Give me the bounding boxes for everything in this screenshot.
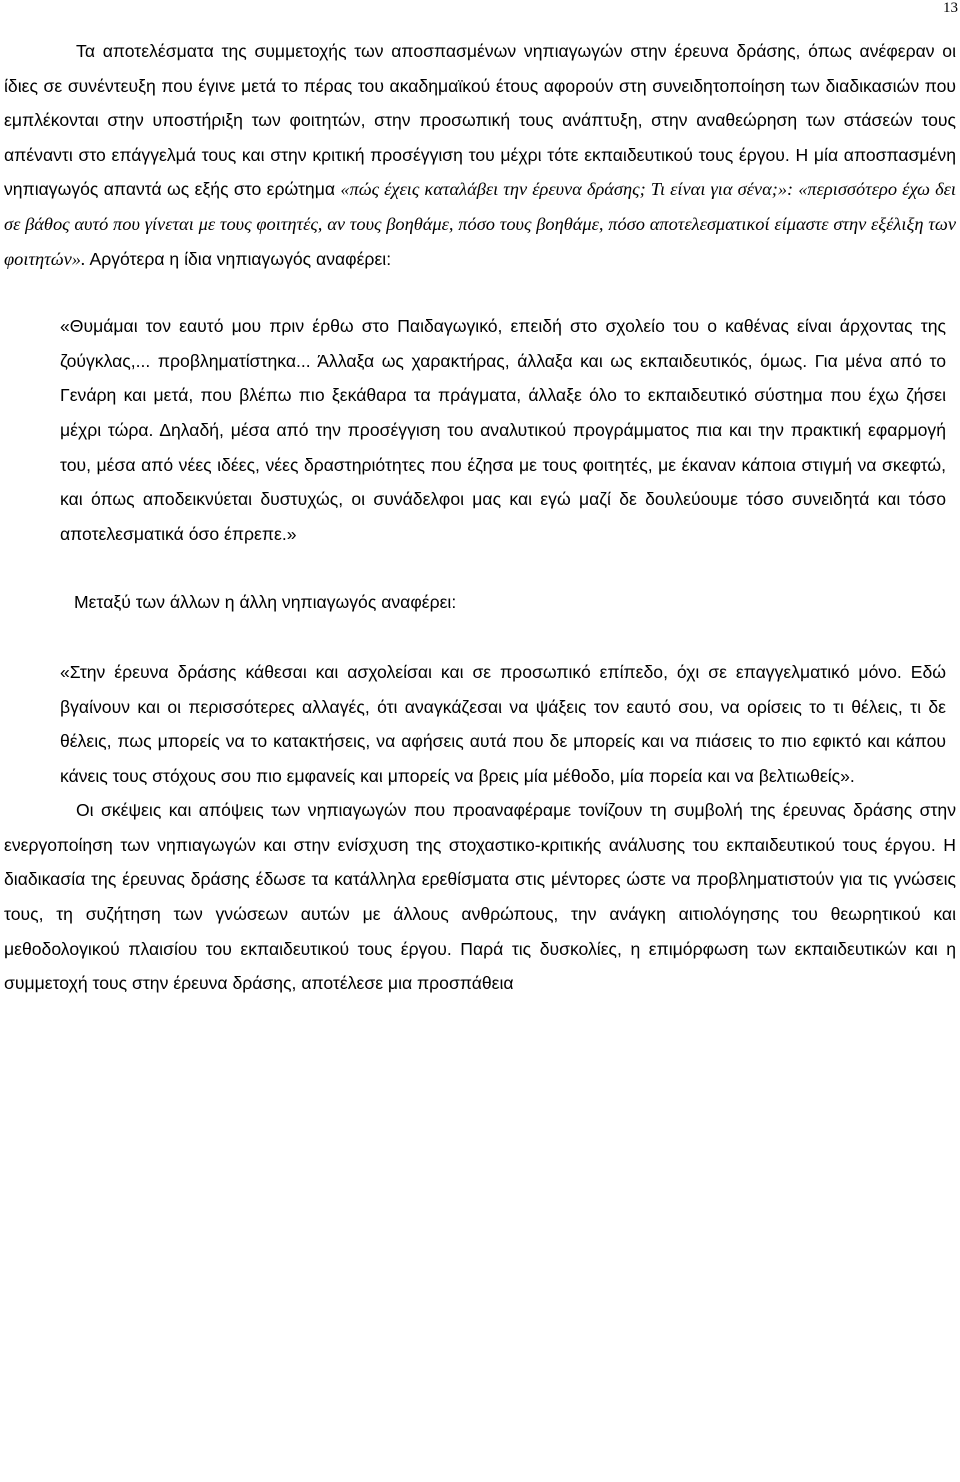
quote-second-teacher: «Στην έρευνα δράσης κάθεσαι και ασχολείσαι και σε προσωπικό επίπεδο, όχι σε επαγγελματικό μόνο. Εδώ βγαίνουν και οι περισσότερες αλλαγές, ότι αναγκάζεσαι να ψάξεις τον εαυτό σου, να ορίσεις το τι θέλεις, τι δε θέλεις, πως μπορείς να το κατακτήσεις, να αφήσεις αυτά που δε μπορείς και να πιάσεις το πιο εφικτό και κάπου κάνεις τους στόχους σου πιο εμφανείς και μπορείς να βρεις μία μέθοδο, μία πορεία και να βελτιωθείς». bbox=[60, 661, 946, 786]
document-body bbox=[4, 34, 956, 1001]
paragraph-results bbox=[4, 34, 956, 276]
paragraph-text: Τα αποτελέσματα της συμμετοχής των αποσπασμένων νηπιαγωγών στην έρευνα δράσης, όπως ανέφεραν οι ίδιες σε συνέντευξη που έγινε μετά το πέρας του ακαδημαϊκού έτους αφορούν στη συνειδητοποίηση των διαδικασιών που εμπλέκονται στην υποστήριξη των φοιτητών, στην προσωπική τους ανάπτυξη, στην αναθεώρηση των στάσεών τους απέναντι στο επάγγελμά τους και στην κριτική προσέγγιση του μέχρι τότε εκπαιδευτικού τους έργου. Η μία αποσπασμένη νηπιαγωγός απαντά ως εξής στο ερώτημα bbox=[4, 41, 956, 200]
interview-question-quote: «πώς έχεις καταλάβει την έρευνα δράσης; Τι είναι για σένα;»: «περισσότερο έχω δει σε βάθος αυτό που γίνεται με τους φοιτητές, αν τους βοηθάμε, πόσο τους βοηθάμε, πόσο αποτελεσματικοί είμαστε στην εξέλιξη των φοιτητών». bbox=[4, 179, 956, 269]
quote-first-teacher: «Θυμάμαι τον εαυτό μου πριν έρθω στο Παιδαγωγικό, επειδή στο σχολείο του ο καθένας είναι άρχοντας της ζούγκλας,... προβληματίστηκα... Άλλαξα ως χαρακτήρας, άλλαξα και ως εκπαιδευτικός, όμως. Για μένα από το Γενάρη και μετά, που βλέπω πιο ξεκάθαρα τα πράγματα, άλλαξε όλο το εκπαιδευτικό σύστημα που έχω ζήσει μέχρι τώρα. Δηλαδή, μέσα από την προσέγγιση του αναλυτικού προγράμματος πια και την πρακτική εφαρμογή του, μέσα από νέες ιδέες, νέες δραστηριότητες που έζησα με τους φοιτητές, με έκαναν κάποια στιγμή να σκεφτώ, και όπως αποδεικνύεται δυστυχώς, οι συνάδελφοι μας και εγώ μαζί δε δουλεύουμε τόσο συνειδητά και τόσο αποτελεσματικά όσο έπρεπε.» bbox=[60, 316, 946, 544]
page-number: 13 bbox=[943, 0, 958, 16]
paragraph-conclusion: Οι σκέψεις και απόψεις των νηπιαγωγών που προαναφέραμε τονίζουν τη συμβολή της έρευνας δράσης στην ενεργοποίηση των νηπιαγωγών και στην ενίσχυση της στοχαστικο-κριτικής ανάλυσης του εκπαιδευτικού τους έργου. Η διαδικασία της έρευνας δράσης έδωσε τα κατάλληλα ερεθίσματα στις μέντορες ώστε να προβληματιστούν για τις γνώσεις τους, τη συζήτηση των γνώσεων αυτών με άλλους ανθρώπους, την ανάγκη αιτιολόγησης του θεωρητικού και μεθοδολογικού πλαισίου του εκπαιδευτικού τους έργου. Παρά τις δυσκολίες, η επιμόρφωση των εκπαιδευτικών και η συμμετοχή τους στην έρευνα δράσης, αποτέλεσε μια προσπάθεια bbox=[4, 800, 956, 994]
paragraph-text: Αργότερα η ίδια νηπιαγωγός αναφέρει: bbox=[85, 248, 392, 269]
paragraph-intro-second-teacher: Μεταξύ των άλλων η άλλη νηπιαγωγός αναφέρει: bbox=[74, 592, 457, 613]
